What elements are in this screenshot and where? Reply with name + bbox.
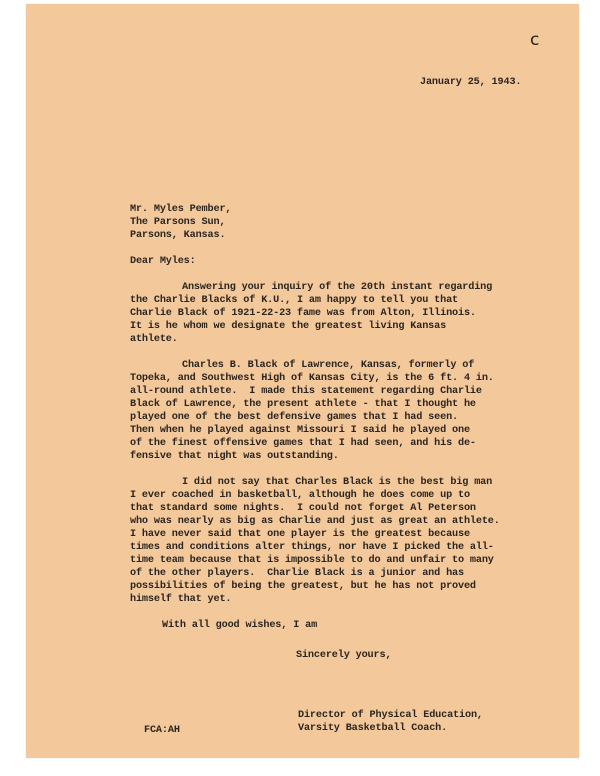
paragraph-2-line-8: fensive that night was outstanding. bbox=[130, 451, 339, 462]
paragraph-3-line-9: possibilities of being the greatest, but he has not proved bbox=[130, 581, 476, 592]
paragraph-3-line-8: of the other players. Charlie Black is a junior and has bbox=[130, 568, 464, 579]
corner-mark: c bbox=[530, 30, 540, 50]
paragraph-2-line-7: of the finest offensive games that I had seen, and his de- bbox=[130, 438, 476, 449]
letter-date: January 25, 1943. bbox=[420, 77, 522, 88]
letter-page bbox=[26, 4, 579, 758]
paragraph-2-line-3: all-round athlete. I made this statement regarding Charlie bbox=[130, 386, 482, 397]
paragraph-3-line-2: I ever coached in basketball, although he does come up to bbox=[130, 490, 470, 501]
paragraph-3-line-5: I have never said that one player is the greatest because bbox=[130, 529, 470, 540]
recipient-line-1: Mr. Myles Pember, bbox=[130, 204, 232, 215]
paragraph-1-line-4: It is he whom we designate the greatest living Kansas bbox=[130, 321, 447, 332]
paragraph-3-line-1: I did not say that Charles Black is the best big man bbox=[182, 477, 493, 488]
signature-title-line-1: Director of Physical Education, bbox=[298, 710, 483, 721]
paragraph-3-line-10: himself that yet. bbox=[130, 594, 232, 605]
paragraph-1-line-1: Answering your inquiry of the 20th instant regarding bbox=[182, 282, 493, 293]
paragraph-3-line-3: that standard some nights. I could not forget Al Peterson bbox=[130, 503, 476, 514]
paragraph-1-line-5: athlete. bbox=[130, 334, 178, 345]
paragraph-3-line-7: time team because that is impossible to do and unfair to many bbox=[130, 555, 494, 566]
paragraph-2-line-2: Topeka, and Southwest High of Kansas City, is the 6 ft. 4 in. bbox=[130, 373, 494, 384]
signature-title-line-2: Varsity Basketball Coach. bbox=[298, 723, 448, 734]
recipient-line-2: The Parsons Sun, bbox=[130, 217, 226, 228]
paragraph-1-line-2: the Charlie Blacks of K.U., I am happy to tell you that bbox=[130, 295, 458, 306]
paragraph-2-line-4: Black of Lawrence, the present athlete - that I thought he bbox=[130, 399, 476, 410]
paragraph-2-line-5: played one of the best defensive games that I had seen. bbox=[130, 412, 458, 423]
salutation: Dear Myles: bbox=[130, 256, 196, 267]
closing: Sincerely yours, bbox=[296, 650, 392, 661]
paragraph-3-line-6: times and conditions alter things, nor have I picked the all- bbox=[130, 542, 494, 553]
typist-initials: FCA:AH bbox=[144, 725, 180, 736]
paragraph-3-line-4: who was nearly as big as Charlie and just as great an athlete. bbox=[130, 516, 500, 527]
paragraph-2-line-6: Then when he played against Missouri I said he played one bbox=[130, 425, 470, 436]
paragraph-2-line-1: Charles B. Black of Lawrence, Kansas, formerly of bbox=[182, 360, 475, 371]
paragraph-4-line-1: With all good wishes, I am bbox=[162, 620, 318, 631]
recipient-line-3: Parsons, Kansas. bbox=[130, 230, 226, 241]
paragraph-1-line-3: Charlie Black of 1921-22-23 fame was from Alton, Illinois. bbox=[130, 308, 476, 319]
